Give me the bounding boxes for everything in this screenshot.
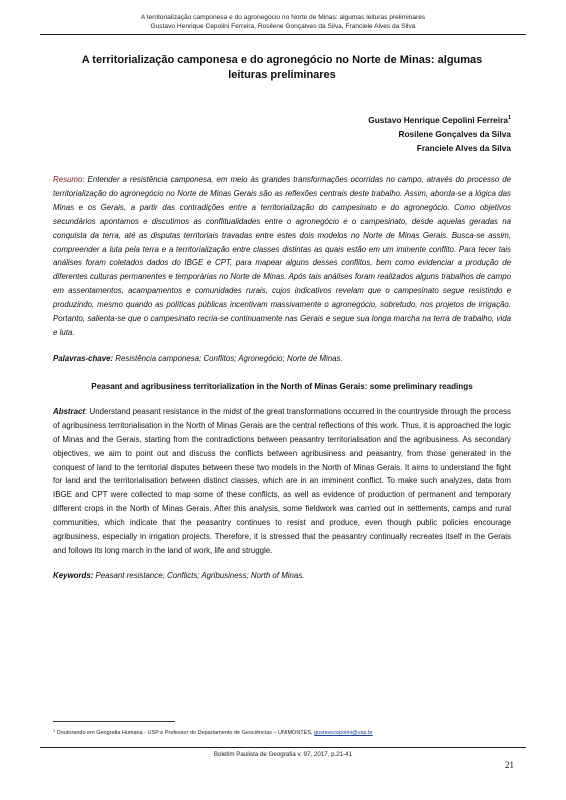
abstract-portuguese [53,173,511,340]
footnote-mark[interactable]: 1 [507,115,511,121]
running-head-title: A territorialização camponesa e do agronegócio no Norte de Minas: algumas leituras preliminares [140,14,426,21]
keywords-en-label: Keywords: [53,570,94,580]
keywords-en-text: Peasant resistance; Conflicts; Agribusiness; North of Minas. [93,570,305,580]
english-title: Peasant and agribusiness territorialization in the North of Minas Gerais: some preliminary readings [91,381,473,391]
abstract-pt-text: : Entender a resistência camponesa, em meio às grandes transformações ocorridas no campo, através do processo de territorialização do agronegócio no Norte de Minas Gerais são as reflexões centrais deste trabalho. Assim, aborda-se a lógica das Minas e os Gerais, a partir das contradições entre a territorialização do campesinato e do agronegócio. Como objetivos secundários apontamos e discutimos as conflitualidades entre o agronegócio e o campesinato, desde aquelas geradas na conquista da terra, até as disputas territoriais travadas entre estes dois modelos no Norte de Minas Gerais. Busca-se assim, compreender a luta pela terra e a territorialização entre classes distintas as quais estão em um iminente conflito. Para tecer tais análises foram coletados dados do IBGE e CPT, para mapear alguns desses conflitos, bem como evidenciar a produção de diferentes culturas permanentes e temporárias no Norte de Minas. Após tais análises foram realizados alguns trabalhos de campo em assentamentos, acampamentos e comunidades rurais, cujos indicativos revelam que o campesinato segue resistindo e produzindo, mesmo quando as políticas públicas incentivam massivamente o agronegócio, sobretudo, nos projetos de irrigação. Portanto, salienta-se que o campesinato recria-se continuamente nas Gerais e segue sua longa marcha na terra de trabalho, vida e luta. [53,175,511,337]
footnote [53,727,513,737]
page-number: 21 [505,760,514,770]
author-2: Rosilene Gonçalves da Silva [398,129,511,139]
keywords-english [53,570,511,582]
author-email-link[interactable]: gustavocepolini@usp.br [314,730,373,736]
page-body [53,53,511,582]
author-list [53,111,511,155]
keywords-pt-label: Palavras-chave: [53,353,114,363]
author-3: Franciele Alves da Silva [416,143,511,153]
footnote-divider [53,721,175,722]
running-head-authors: Gustavo Henrique Cepolini Ferreira, Rosilene Gonçalves da Silva, Franciele Alves da Silva [150,23,416,30]
keywords-portuguese [53,353,511,365]
journal-citation: Boletim Paulista de Geografia v. 97, 2017, p.21-41 [213,751,353,758]
abstract-pt-label: Resumo [53,175,83,184]
paper-title: A territorialização camponesa e do agronegócio no Norte de Minas: algumas leituras preliminares [81,54,483,81]
header-divider [40,34,526,35]
keywords-pt-text: Resistência camponesa; Conflitos; Agronegócio; Norte de Minas. [113,353,343,363]
running-head [0,13,566,31]
abstract-english [53,405,511,558]
abstract-en-label: Abstract [53,406,86,416]
abstract-en-text: : Understand peasant resistance in the midst of the great transformations occurred in the countryside through the process of agribusiness territorialisation in the North of Minas Gerais are the central reflections of this work. Thus, it is approached the logic of Minas and the Gerais, starting from the contradictions between peasantry territorialisation and the agribusiness. As secondary objectives, we aim to point out and discuss the conflicts between agribusiness and peasantry, from those generated in the conquest of land to the territorial disputes between these two models in the North of Minas Gerais. It aims to understand the fight for land and the territorialisation between distinct classes, which are in an imminent conflict. To make such analyzes, data from IBGE and CPT were collected to map some of these conflicts, as well as evidence of production of permanent and temporary different crops in the North of Minas Gerais. After this analysis, some fieldwork was carried out in settlements, camps and rural communities, which indicate that the peasantry continues to resist and produce, even though public policies encourage agribusiness, especially in irrigation projects. Therefore, it is stressed that the peasantry continually recreates itself in the Gerais and follows its long march in the land of work, life and struggle. [53,406,511,555]
footnote-number: 1 [53,728,56,733]
footnote-text: Doutorando em Geografia Humana - USP e Professor do Departamento de Geociências – UNIMONTES, [55,730,315,736]
author-1: Gustavo Henrique Cepolini Ferreira$^1$ [368,115,511,125]
footer-divider [40,747,526,748]
